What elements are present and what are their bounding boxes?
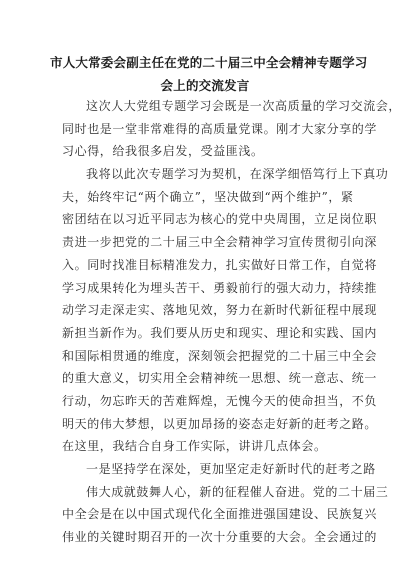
body-text-line: 学习成果转化为埋头苦干、勇毅前行的强大动力，持续推 bbox=[62, 280, 378, 295]
body-text-line: 入。同时找准目标精准发力，扎实做好日常工作，自觉将 bbox=[62, 257, 378, 272]
document-body bbox=[62, 95, 402, 549]
body-text-line: 习心得，给我很多启发，受益匪浅。 bbox=[62, 144, 264, 159]
document-title-line-2: 会上的交流发言 bbox=[160, 78, 250, 93]
body-text-line: 责进一步把党的二十届三中全会精神学习宣传贯彻引向深 bbox=[62, 235, 378, 250]
body-text-line: 同时也是一堂非常难得的高质量党课。刚才大家分享的学 bbox=[62, 121, 378, 136]
body-text-line: 一是坚持学在深处，更加坚定走好新时代的赶考之路 bbox=[86, 462, 376, 476]
body-text-line: 夫，始终牢记“两个确立”，坚决做到“两个维护”，紧 bbox=[62, 189, 354, 204]
body-text-line: 密团结在以习近平同志为核心的党中央周围，立足岗位职 bbox=[62, 212, 378, 227]
body-text-line: 这次人大党组专题学习会既是一次高质量的学习交流会， bbox=[86, 99, 402, 113]
body-text-line: 伟大成就鼓舞人心，新的征程催人奋进。党的二十届三 bbox=[86, 484, 389, 499]
body-text-line: 中全会是在以中国式现代化全面推进强国建设、民族复兴 bbox=[62, 507, 378, 522]
body-text-line: 动学习走深走实、落地见效，努力在新时代新征程中展现 bbox=[62, 303, 378, 318]
body-text-line: 新担当新作为。我们要从历史和现实、理论和实践、国内 bbox=[62, 325, 378, 340]
body-text-line: 行动，勿忘昨天的苦难辉煌，无愧今天的使命担当，不负 bbox=[62, 393, 378, 408]
body-text-line: 和国际相贯通的维度，深刻领会把握党的二十届三中全会 bbox=[62, 348, 378, 363]
body-text-line: 我将以此次专题学习为契机，在深学细悟笃行上下真功 bbox=[86, 167, 389, 182]
body-text-line: 明天的伟大梦想，以更加昂扬的姿态走好新的赶考之路。 bbox=[62, 416, 378, 431]
document-title-line-1: 市人大常委会副主任在党的二十届三中全会精神专题学习 bbox=[50, 55, 368, 70]
body-text-line: 的重大意义，切实用全会精神统一思想、统一意志、统一 bbox=[62, 371, 378, 386]
body-text-line: 伟业的关键时期召开的一次十分重要的大会。全会通过的 bbox=[62, 530, 378, 545]
body-text-line: 在这里，我结合自身工作实际，讲讲几点体会。 bbox=[62, 439, 327, 454]
